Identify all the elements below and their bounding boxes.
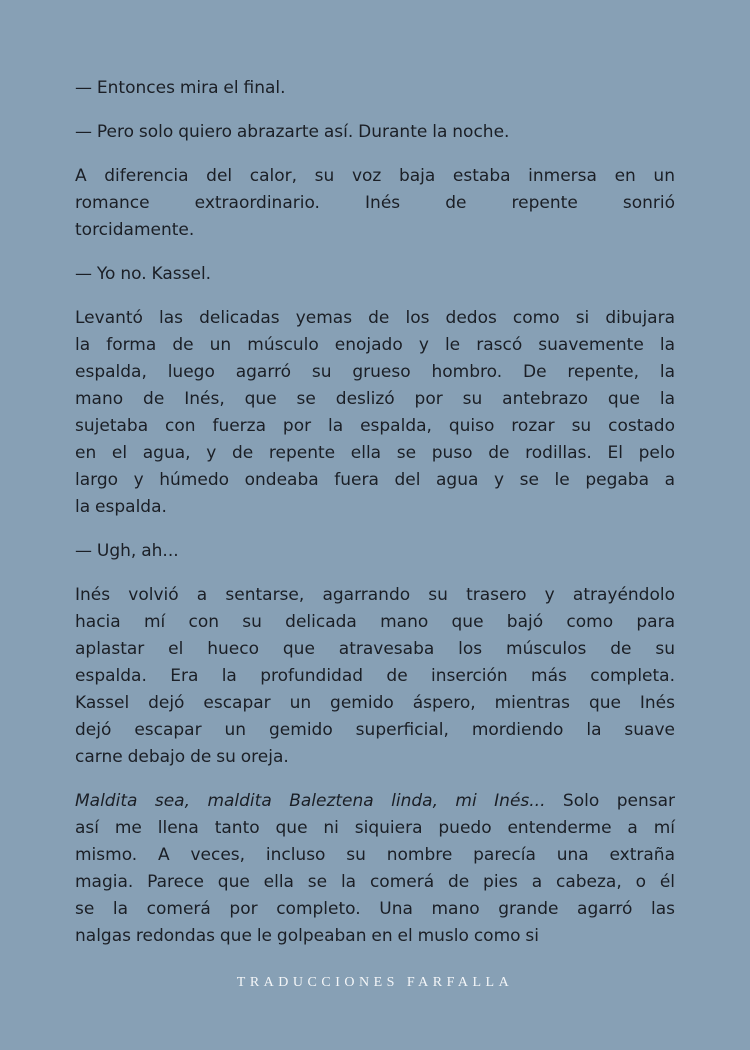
text-line: torcidamente. [75,220,195,240]
text-line: largo y húmedo ondeaba fuera del agua y se le pegaba a [75,470,675,490]
text-line: espalda. Era la profundidad de inserción más completa. [75,666,675,686]
text-line: así me llena tanto que ni siquiera puedo entenderme a mí [75,818,675,838]
text-line: la espalda. [75,497,167,517]
text-line: A diferencia del calor, su voz baja estaba inmersa en un [75,166,675,186]
paragraph [75,119,675,146]
text-line: la forma de un músculo enojado y le rascó suavemente la [75,335,675,355]
text-fragment: Solo pensar [545,791,675,811]
text-line: Kassel dejó escapar un gemido áspero, mientras que Inés [75,693,675,713]
paragraph [75,305,675,521]
text-line: — Ugh, ah... [75,541,179,561]
text-line: — Pero solo quiero abrazarte así. Durante la noche. [75,122,510,142]
text-line: Levantó las delicadas yemas de los dedos como si dibujara [75,308,675,328]
text-line: — Entonces mira el final. [75,78,286,98]
text-line: se la comerá por completo. Una mano grande agarró las [75,899,675,919]
text-line: espalda, luego agarró su grueso hombro. De repente, la [75,362,675,382]
paragraph [75,788,675,950]
text-line: hacia mí con su delicada mano que bajó como para [75,612,675,632]
text-line: magia. Parece que ella se la comerá de pies a cabeza, o él [75,872,675,892]
text-line [75,788,675,815]
italic-thought: Maldita sea, maldita Baleztena linda, mi Inés... [75,791,546,811]
paragraph [75,75,675,102]
paragraph [75,582,675,771]
text-line: romance extraordinario. Inés de repente sonrió [75,193,675,213]
paragraph [75,261,675,288]
text-line: Inés volvió a sentarse, agarrando su trasero y atrayéndolo [75,585,675,605]
text-line: sujetaba con fuerza por la espalda, quiso rozar su costado [75,416,675,436]
page-body [75,75,675,967]
footer-credit: TRADUCCIONES FARFALLA [236,975,514,990]
text-line: aplastar el hueco que atravesaba los músculos de su [75,639,675,659]
paragraph [75,163,675,244]
text-line: en el agua, y de repente ella se puso de rodillas. El pelo [75,443,675,463]
text-line: mismo. A veces, incluso su nombre parecía una extraña [75,845,675,865]
text-line: — Yo no. Kassel. [75,264,212,284]
text-line: nalgas redondas que le golpeaban en el muslo como si [75,926,540,946]
text-line: dejó escapar un gemido superficial, mordiendo la suave [75,720,675,740]
text-line: carne debajo de su oreja. [75,747,289,767]
text-line: mano de Inés, que se deslizó por su antebrazo que la [75,389,675,409]
paragraph [75,538,675,565]
